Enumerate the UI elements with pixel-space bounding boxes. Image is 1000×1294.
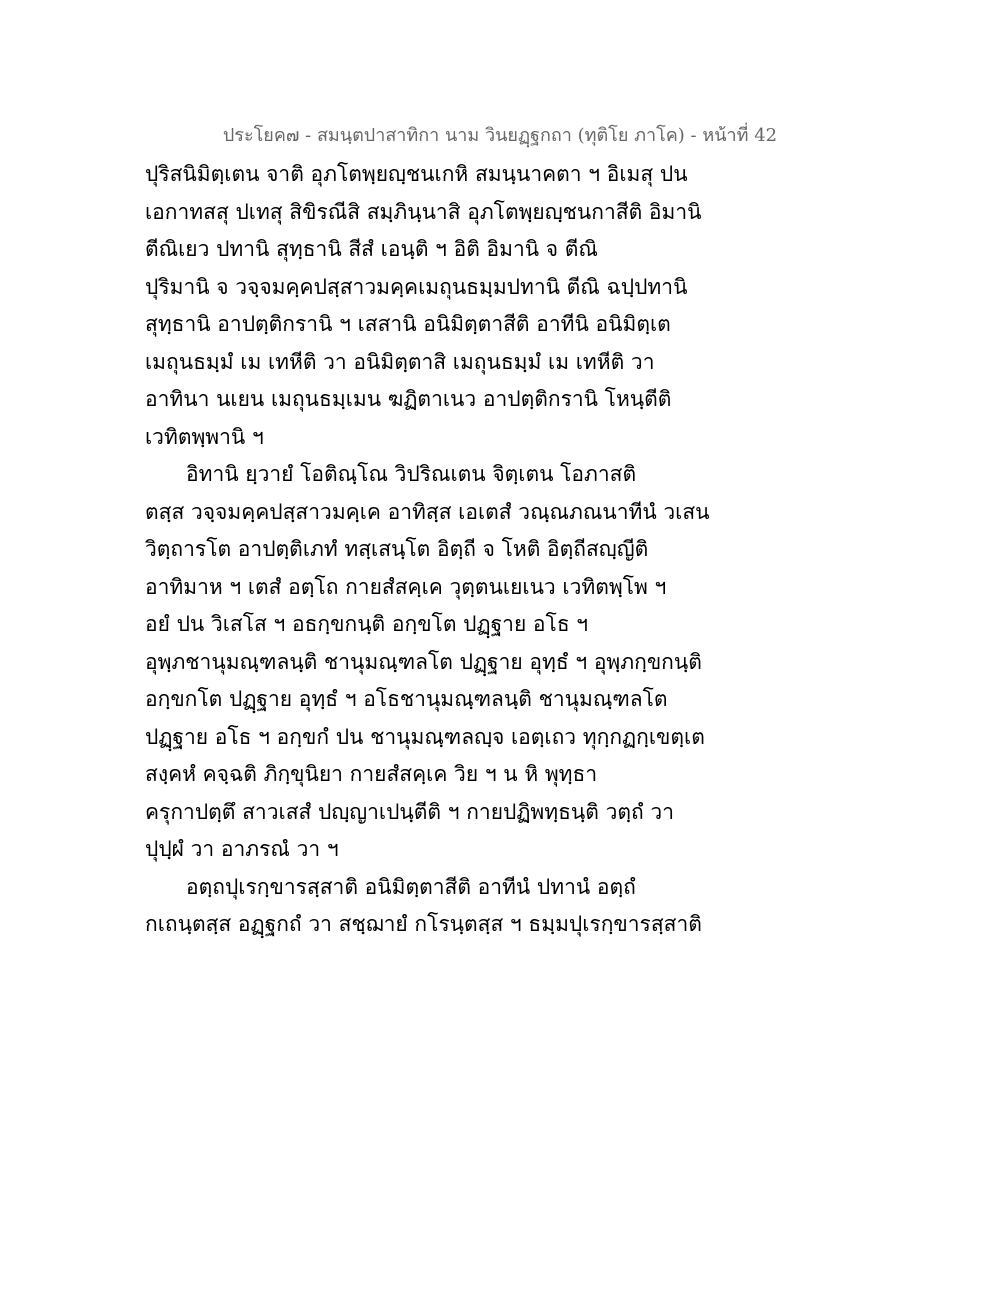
text-line: วิตฺถารโต อาปตฺติเภทํ ทสฺเสนฺโต อิตฺถี จ โหติ อิตฺถีสญฺญีติ [145, 537, 649, 561]
text-line: กเถนฺตสฺส อฏฺฐกถํ วา สชฺฌายํ กโรนฺตสฺส ฯ ธมฺมปุเรกฺขารสฺสาติ [145, 912, 702, 936]
text-line: ปฏฺฐาย อโธ ฯ อกฺขกํ ปน ชานุมณฺฑลญฺจ เอตฺเถว ทุกฺกฏกฺเขตฺเต [145, 724, 705, 749]
text-line: ครุกาปตฺตึ สาวเสสํ ปญฺญาเปนฺตีติ ฯ กายปฏิพทฺธนฺติ วตฺถํ วา [145, 799, 675, 824]
text-line: อุพฺภชานุมณฺฑลนฺติ ชานุมณฺฑลโต ปฏฺฐาย อุทฺธํ ฯ อุพฺภกฺขกนฺติ [145, 649, 702, 674]
text-line: อยํ ปน วิเสโส ฯ อธกฺขกนฺติ อกฺขโต ปฏฺฐาย อโธ ฯ [145, 612, 589, 636]
text-line: ปุริสนิมิตฺเตน จาติ อุภโตพฺยญฺชนเกหิ สมนฺนาคตา ฯ อิเมสุ ปน [145, 162, 688, 186]
text-line: เอกาทสสุ ปเทสุ สิขิรณีสิ สมฺภินฺนาสิ อุภโตพฺยญฺชนกาสีติ อิมานิ [145, 199, 702, 224]
text-line: เวทิตพฺพานิ ฯ [145, 424, 264, 449]
text-line: สุทฺธานิ อาปตฺติกรานิ ฯ เสสานิ อนิมิตฺตาสีติ อาทีนิ อนิมิตฺเต [145, 312, 671, 336]
text-line: อาทินา นเยน เมถุนธมฺเมน ฆฏิตาเนว อาปตฺติกรานิ โหนฺตีติ [145, 387, 672, 411]
text-line: อาทิมาห ฯ เตสํ อตฺโถ กายสํสคฺเค วุตฺตนเยเนว เวทิตพฺโพ ฯ [145, 574, 667, 599]
text-line: เมถุนธมฺมํ เม เทหีติ วา อนิมิตฺตาสิ เมถุนธมฺมํ เม เทหีติ วา [145, 349, 655, 374]
body-text [145, 156, 710, 944]
text-line: ตีณิเยว ปทานิ สุทฺธานิ สีสํ เอนฺติ ฯ อิติ อิมานิ จ ตีณิ [145, 237, 598, 261]
text-line: สงฺคหํ คจฺฉติ ภิกฺขุนิยา กายสํสคฺเค วิย ฯ น หิ พุทฺธา [145, 762, 598, 786]
text-line: ปุริมานิ จ วจฺจมคฺคปสฺสาวมคฺคเมถุนธมฺมปทานิ ตีณิ ฉปฺปทานิ [145, 274, 688, 299]
text-line: ตสฺส วจฺจมคฺคปสฺสาวมคฺเค อาทิสฺส เอเตสํ วณฺณภณนาทีนํ วเสน [145, 499, 710, 524]
text-line: ปุปฺผํ วา อาภรณํ วา ฯ [145, 837, 339, 861]
text-line: อกฺขกโต ปฏฺฐาย อุทฺธํ ฯ อโธชานุมณฺฑลนฺติ ชานุมณฺฑลโต [145, 687, 668, 711]
text-line: อตฺถปุเรกฺขารสฺสาติ อนิมิตฺตาสีติ อาทีนํ ปทานํ อตฺถํ [186, 874, 636, 899]
text-line: อิทานิ ยฺวายํ โอติณฺโณ วิปริณเตน จิตฺเตน โอภาสติ [186, 462, 637, 486]
page-header: ประโยค๗ - สมนฺตปาสาทิกา นาม วินยฏฺฐกถา (ทุติโย ภาโค) - หน้าที่ 42 [222, 125, 778, 146]
